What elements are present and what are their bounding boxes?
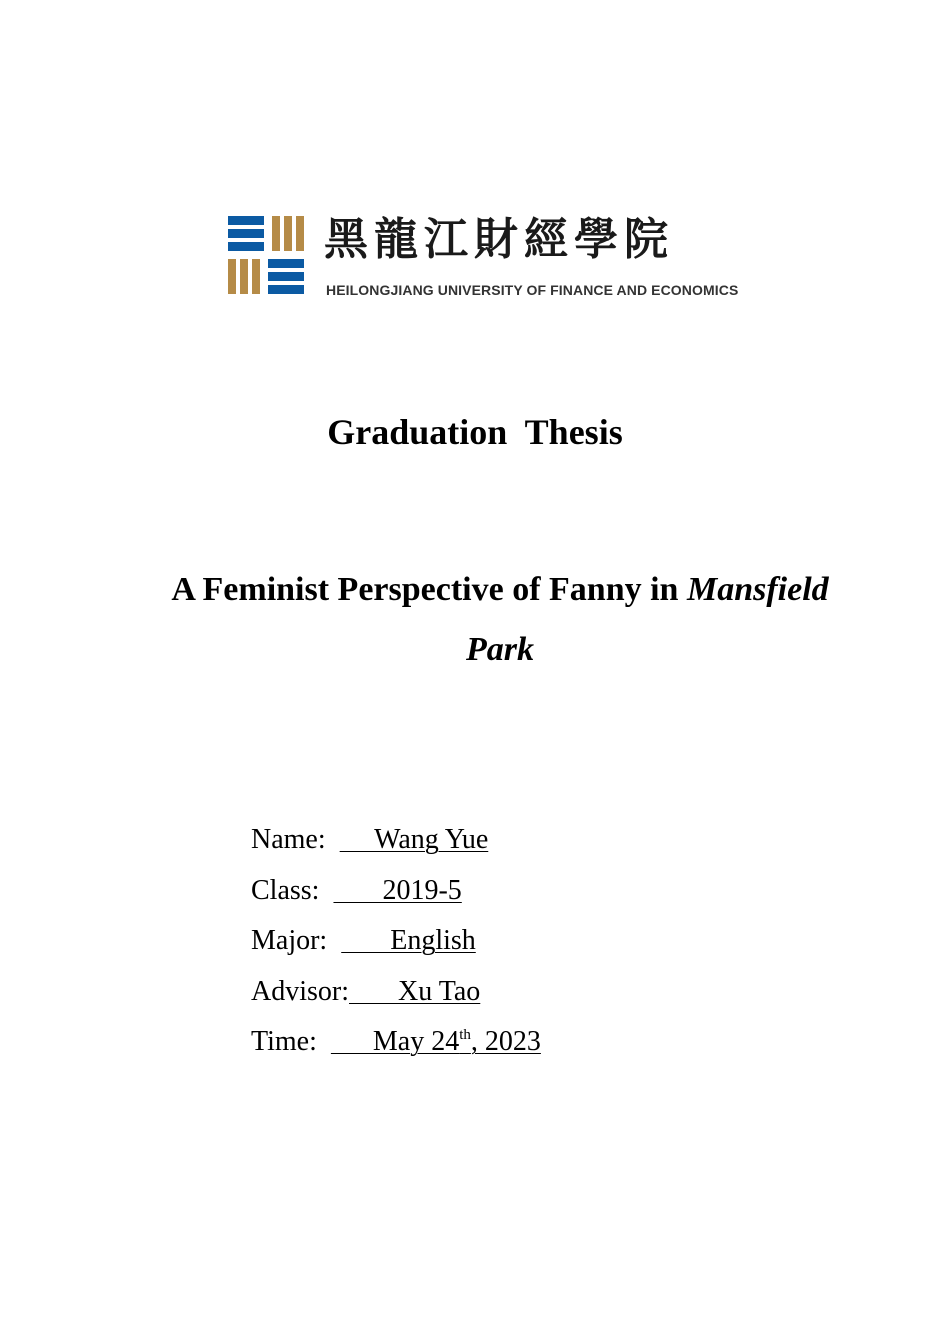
time-value-year: , 2023 bbox=[470, 1026, 541, 1057]
time-value-ordinal-suffix: th bbox=[459, 1027, 471, 1043]
thesis-title-text: A Feminist Perspective of Fanny in bbox=[171, 571, 687, 608]
time-value bbox=[331, 1026, 541, 1057]
university-logo bbox=[228, 210, 773, 302]
university-name-english: HEILONGJIANG UNIVERSITY OF FINANCE AND ECONOMICS bbox=[326, 282, 739, 298]
name-label: Name: bbox=[251, 824, 340, 855]
advisor-label: Advisor: bbox=[251, 975, 349, 1007]
name-value: Wang Yue bbox=[339, 824, 489, 855]
thesis-title bbox=[150, 560, 850, 680]
thesis-title-italic: Mansfield Park bbox=[466, 571, 829, 668]
info-row-name bbox=[251, 815, 541, 866]
info-row-major bbox=[251, 916, 541, 967]
university-emblem-icon bbox=[228, 216, 308, 296]
info-row-time bbox=[251, 1017, 541, 1068]
info-row-class bbox=[251, 866, 541, 917]
document-type-heading: Graduation Thesis bbox=[327, 412, 623, 452]
major-value: English bbox=[341, 925, 476, 956]
class-label: Class: bbox=[251, 874, 334, 906]
author-info-block bbox=[251, 815, 541, 1068]
university-name-chinese: 黑龍江財經學院 bbox=[324, 214, 674, 265]
class-value: 2019-5 bbox=[333, 874, 462, 906]
major-label: Major: bbox=[251, 925, 342, 956]
time-label: Time: bbox=[251, 1026, 331, 1057]
time-value-date: May 24 bbox=[330, 1026, 460, 1057]
info-row-advisor bbox=[251, 967, 541, 1018]
advisor-value: Xu Tao bbox=[349, 975, 481, 1007]
